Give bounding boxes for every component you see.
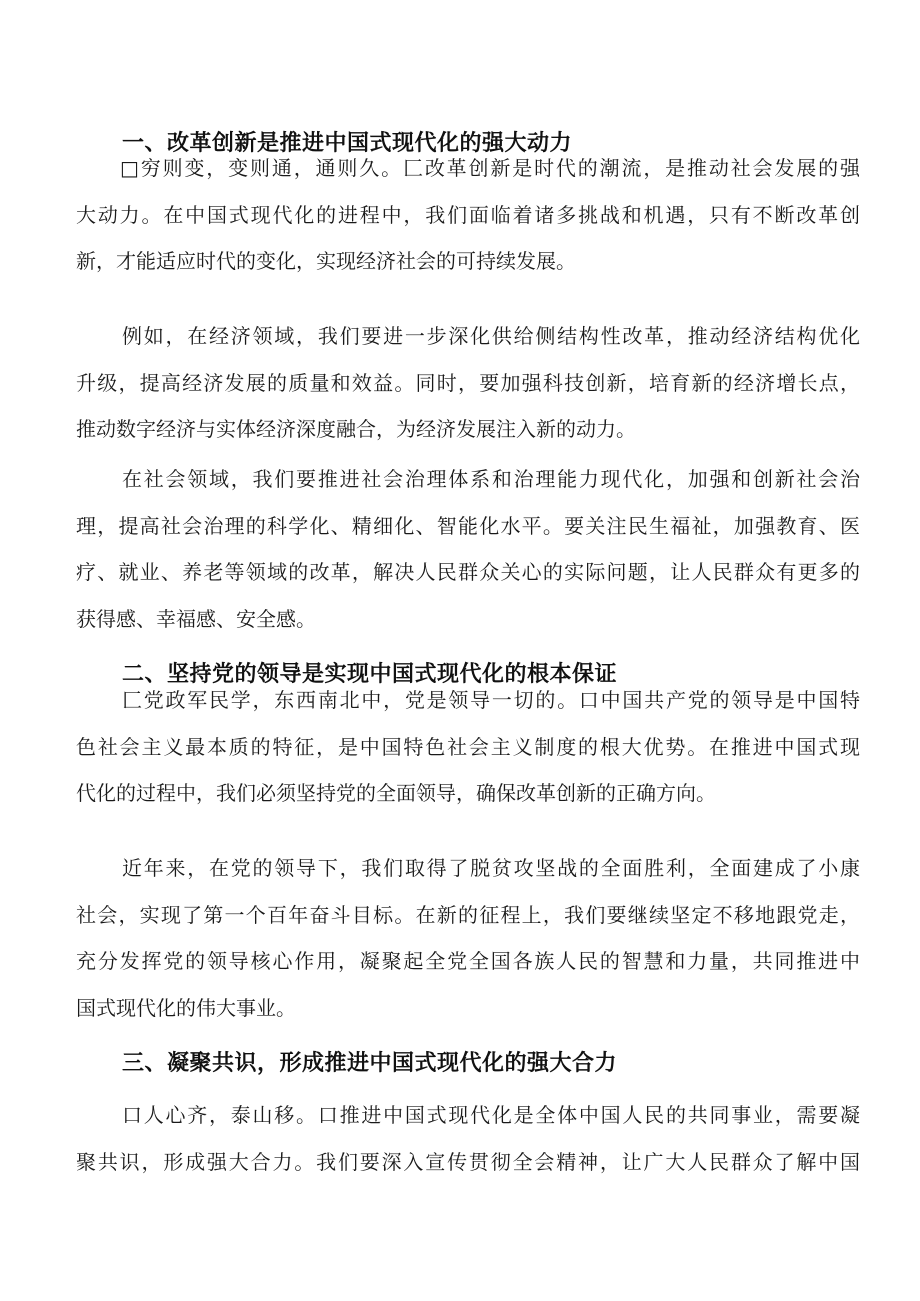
section-1-paragraph-2 xyxy=(76,313,860,453)
text-line: 代化的过程中，我们必须坚持党的全面领导，确保改革创新的正确方向。 xyxy=(76,781,716,805)
text-line: 新，才能适应时代的变化，实现经济社会的可持续发展。 xyxy=(76,249,576,273)
text-line: 理，提高社会治理的科学化、精细化、智能化水平。要关注民生福祉，加强教育、医 xyxy=(76,513,860,538)
text-line: 聚共识，形成强大合力。我们要深入宣传贯彻全会精神，让广大人民群众了解中国 xyxy=(76,1149,860,1174)
text-line: 社会，实现了第一个百年奋斗目标。在新的征程上，我们要继续坚定不移地跟党走， xyxy=(76,902,860,927)
text-line: 在社会领域，我们要推进社会治理体系和治理能力现代化，加强和创新社会治 xyxy=(122,467,860,491)
section-2-paragraph-1 xyxy=(76,677,860,817)
section-1-heading: 一、改革创新是推进中国式现代化的强大动力 xyxy=(122,131,573,156)
text-line: 获得感、幸福感、安全感。 xyxy=(76,606,316,631)
section-3-heading: 三、凝聚共识，形成推进中国式现代化的强大合力 xyxy=(122,1051,618,1076)
text-line: 口人心齐，泰山移。口推进中国式现代化是全体中国人民的共同事业，需要凝 xyxy=(122,1103,860,1127)
text-line: 推动数字经济与实体经济深度融合，为经济发展注入新的动力。 xyxy=(76,417,636,441)
text-line: 大动力。在中国式现代化的进程中，我们面临着诸多挑战和机遇，只有不断改革创 xyxy=(76,202,860,227)
text-line: 色社会主义最本质的特征，是中国特色社会主义制度的根大优势。在推进中国式现 xyxy=(76,734,860,759)
text-line: 匚党政军民学，东西南北中，党是领导一切的。口中国共产党的领导是中国特 xyxy=(122,688,860,712)
section-2-paragraph-2 xyxy=(76,845,860,1031)
text-line: □穷则变，变则通，通则久。匚改革创新是时代的潮流，是推动社会发展的强 xyxy=(120,156,860,180)
text-line: 例如，在经济领域，我们要进一步深化供给侧结构性改革，推动经济结构优化 xyxy=(122,324,860,348)
text-line: 疗、就业、养老等领域的改革，解决人民群众关心的实际问题，让人民群众有更多的 xyxy=(76,560,860,584)
section-3-paragraph-1 xyxy=(76,1092,860,1185)
section-1-paragraph-1 xyxy=(76,145,860,285)
section-2-heading: 二、坚持党的领导是实现中国式现代化的根本保证 xyxy=(122,662,618,687)
text-line: 升级，提高经济发展的质量和效益。同时，要加强科技创新，培育新的经济增长点， xyxy=(76,370,860,395)
text-line: 国式现代化的伟大事业。 xyxy=(76,995,296,1020)
section-1-paragraph-3 xyxy=(76,456,860,642)
text-line: 充分发挥党的领导核心作用，凝聚起全党全国各族人民的智慧和力量，共同推进中 xyxy=(76,949,860,973)
text-line: 近年来，在党的领导下，我们取得了脱贫攻坚战的全面胜利，全面建成了小康 xyxy=(122,856,860,880)
